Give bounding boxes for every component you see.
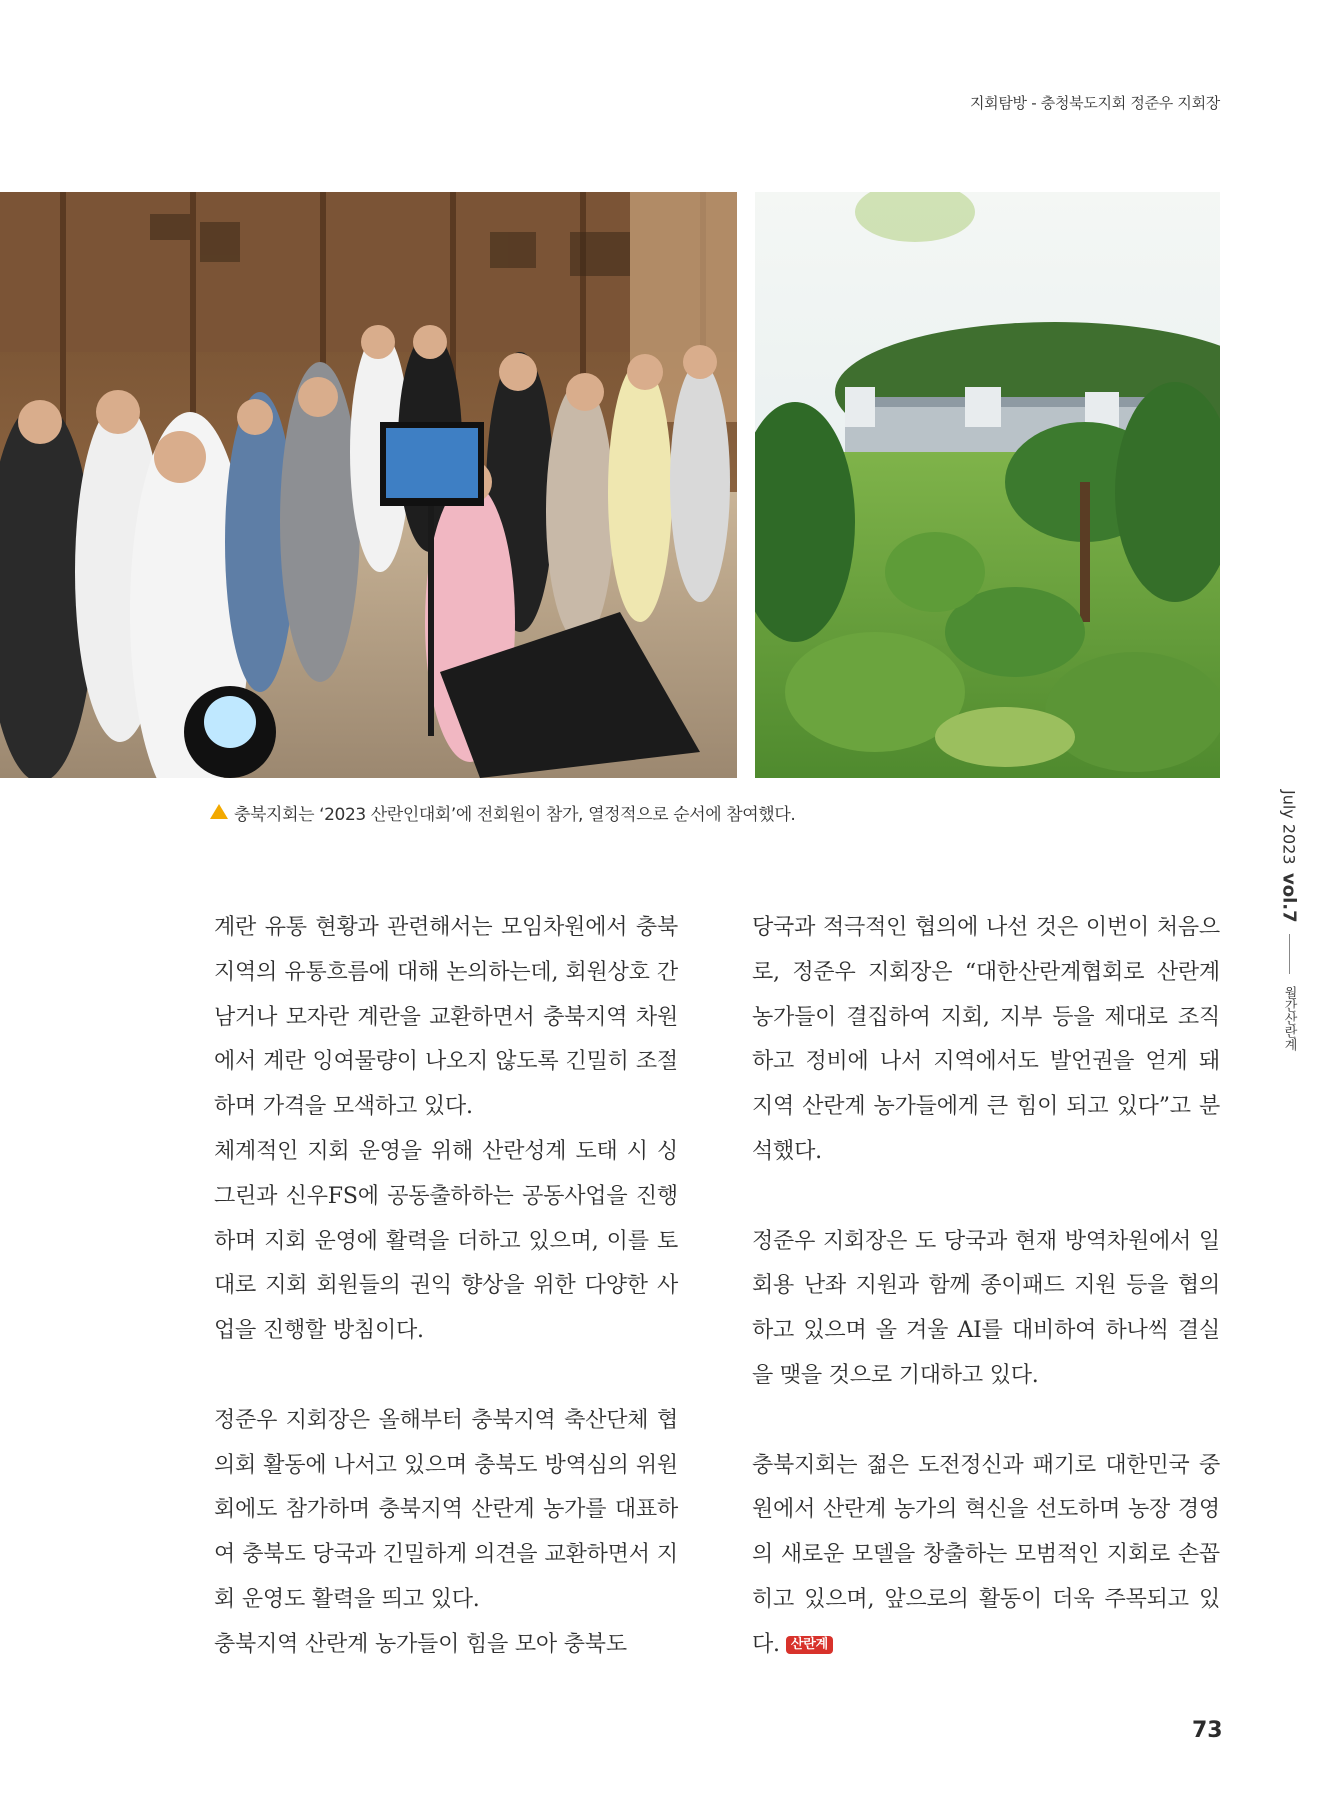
page-number: 73 [1192,1718,1223,1743]
side-tab [1272,790,1306,1051]
section-header: 지회탐방 - 충청북도지회 정준우 지회장 [969,94,1220,112]
paragraph: 충북지역 산란계 농가들이 힘을 모아 충북도 [214,1631,627,1657]
triangle-marker-icon [210,804,228,819]
end-badge: 산란계 [786,1636,833,1654]
paragraph: 정준우 지회장은 도 당국과 현재 방역차원에서 일회용 난좌 지원과 함께 종이패드 지원 등을 협의하고 있으며 올 겨울 AI를 대비하여 하나씩 결실을 맺을 것으로 기대하고 있다. [752,1228,1220,1388]
paragraph: 정준우 지회장은 올해부터 충북지역 축산단체 협의회 활동에 나서고 있으며 충북도 방역심의 위원회에도 참가하며 충북지역 산란계 농가를 대표하여 충북도 당국과 긴밀하게 의견을 교환하면서 지회 운영도 활력을 띄고 있다. [214,1407,678,1612]
photo-caption [210,800,795,825]
article-column-left [214,906,678,1668]
issue-volume: vol.7 [1278,872,1300,923]
paragraph: 당국과 적극적인 협의에 나선 것은 이번이 처음으로, 정준우 지회장은 “대한산란계협회로 산란계 농가들이 결집하여 지회, 지부 등을 제대로 조직하고 정비에 나서 지역에서도 발언권을 얻게 돼 지역 산란계 농가들에게 큰 힘이 되고 있다”고 분석했다. [752,915,1220,1164]
paragraph-text: 충북지회는 젊은 도전정신과 패기로 대한민국 중원에서 산란계 농가의 혁신을 선도하며 농장 경영의 새로운 모델을 창출하는 모범적인 지회로 손꼽히고 있으며, 앞으로의 활동이 더욱 주목되고 있다. [752,1452,1220,1657]
paragraph: 계란 유통 현황과 관련해서는 모임차원에서 충북지역의 유통흐름에 대해 논의하는데, 회원상호 간 남거나 모자란 계란을 교환하면서 충북지역 차원에서 계란 잉여물량이 나오지 않도록 긴밀히 조절하며 가격을 모색하고 있다. [214,915,678,1120]
side-divider [1289,934,1290,974]
article-column-right [752,906,1220,1668]
magazine-name: 월간산란계 [1281,986,1297,1052]
caption-text: 충북지회는 ‘2023 산란인대회’에 전회원이 참가, 열정적으로 순서에 참여했다. [234,805,796,825]
event-hall-photo [0,192,737,778]
issue-month: July 2023 [1279,790,1299,865]
farm-landscape-photo [755,192,1220,778]
paragraph-final [752,1444,1220,1668]
paragraph: 체계적인 지회 운영을 위해 산란성계 도태 시 싱그린과 신우FS에 공동출하하는 공동사업을 진행하며 지회 운영에 활력을 더하고 있으며, 이를 토대로 지회 회원들의 권익 향상을 위한 다양한 사업을 진행할 방침이다. [214,1138,678,1344]
